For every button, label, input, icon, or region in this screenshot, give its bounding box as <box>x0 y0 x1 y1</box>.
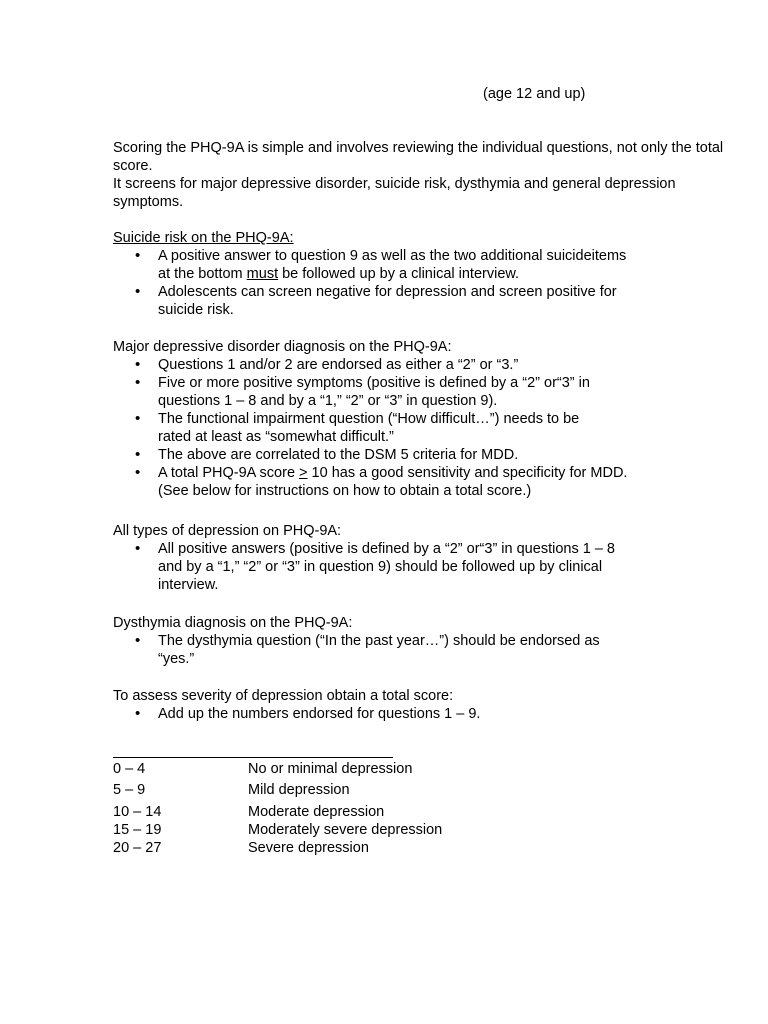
divider-line <box>113 757 393 758</box>
intro-line-2: It screens for major depressive disorder, suicide risk, dysthymia and general depression symptoms. <box>113 176 676 210</box>
list-item: • The functional impairment question (“How difficult…”) needs to be rated at least as “somewhat difficult.” <box>113 410 608 446</box>
dysthymia-list <box>113 632 743 668</box>
greater-equal-sign: > <box>299 465 308 481</box>
intro-line-1: Scoring the PHQ-9A is simple and involves reviewing the individual questions, not only the total score. <box>113 140 724 174</box>
scale-label: Moderately severe depression <box>248 822 443 838</box>
suicide-risk-list <box>113 247 743 319</box>
all-types-list <box>113 540 743 594</box>
scale-label: No or minimal depression <box>248 761 413 777</box>
list-item: • The above are correlated to the DSM 5 criteria for MDD. <box>113 446 743 464</box>
scale-label: Severe depression <box>248 840 369 856</box>
severity-section <box>113 687 743 723</box>
severity-title: To assess severity of depression obtain a total score: <box>113 688 454 704</box>
list-item: • A total PHQ-9A score > 10 has a good sensitivity and specificity for MDD. (See below for instructions on how to obtain a total score.) <box>113 464 658 500</box>
mdd-list <box>113 356 743 500</box>
scale-range: 0 – 4 <box>113 761 146 777</box>
scale-range: 10 – 14 <box>113 804 162 820</box>
scale-range: 15 – 19 <box>113 822 162 838</box>
suicide-risk-section <box>113 229 743 319</box>
severity-list <box>113 705 743 723</box>
dysthymia-title: Dysthymia diagnosis on the PHQ-9A: <box>113 615 353 631</box>
age-note: (age 12 and up) <box>483 86 586 102</box>
all-types-section <box>113 522 743 594</box>
mdd-title: Major depressive disorder diagnosis on the PHQ-9A: <box>113 339 452 355</box>
list-item: • The dysthymia question (“In the past year…”) should be endorsed as “yes.” <box>113 632 628 668</box>
list-item: • Questions 1 and/or 2 are endorsed as either a “2” or “3.” <box>113 356 743 374</box>
list-item: • Adolescents can screen negative for depression and screen positive for suicide risk. <box>113 283 638 319</box>
scale-range: 20 – 27 <box>113 840 162 856</box>
intro-paragraph <box>113 139 743 211</box>
dysthymia-section <box>113 614 743 668</box>
emphasis-must: must <box>246 266 279 282</box>
scale-range: 5 – 9 <box>113 782 146 798</box>
list-item: • A positive answer to question 9 as well as the two additional suicideitems at the bottom must be followed up by a clinical interview. <box>113 247 638 283</box>
list-item: • All positive answers (positive is defined by a “2” or“3” in questions 1 – 8 and by a “1,” “2” or “3” in question 9) should be followed up by clinical interview. <box>113 540 638 594</box>
list-item: • Add up the numbers endorsed for questions 1 – 9. <box>113 705 743 723</box>
mdd-section <box>113 338 743 500</box>
scale-label: Mild depression <box>248 782 350 798</box>
scale-label: Moderate depression <box>248 804 385 820</box>
suicide-risk-title: Suicide risk on the PHQ-9A: <box>113 230 294 246</box>
list-item: • Five or more positive symptoms (positive is defined by a “2” or“3” in questions 1 – 8 and by a “1,” “2” or “3” in question 9). <box>113 374 618 410</box>
all-types-title: All types of depression on PHQ-9A: <box>113 523 342 539</box>
